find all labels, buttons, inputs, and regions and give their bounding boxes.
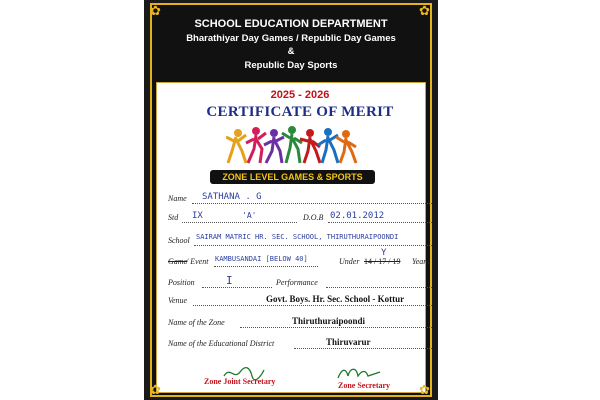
std-value: IX <box>192 211 203 221</box>
venue-line <box>193 305 432 306</box>
std-label: Std <box>168 213 179 222</box>
section-value: 'A' <box>242 211 257 220</box>
position-label: Position <box>168 278 195 287</box>
games-heading: Bharathiyar Day Games / Republic Day Games <box>186 33 396 44</box>
dob-label: D.O.B <box>303 213 324 222</box>
district-label: Name of the Educational District <box>168 339 275 348</box>
name-line <box>192 203 432 204</box>
under-label: Under <box>339 257 360 266</box>
sports-silhouettes-icon <box>226 126 356 163</box>
event-value: KAMBUSANDAI [BELOW 40] <box>215 255 308 263</box>
academic-year: 2025 - 2026 <box>270 89 330 101</box>
zone-level-band: ZONE LEVEL GAMES & SPORTS <box>210 170 375 184</box>
name-label: Name <box>168 194 187 203</box>
under-selected-mark: Y <box>381 248 387 258</box>
dob-value: 02.01.2012 <box>330 211 385 221</box>
zone-label: Name of the Zone <box>168 318 225 327</box>
certificate-title: CERTIFICATE OF MERIT <box>206 104 394 120</box>
district-line <box>294 348 432 349</box>
ampersand-heading: & <box>287 46 295 57</box>
joint-secretary-caption: Zone Joint Secretary <box>204 377 276 386</box>
zone-line <box>240 327 432 328</box>
venue-label: Venue <box>168 296 188 305</box>
venue-value: Govt. Boys. Hr. Sec. School - Kottur <box>266 294 405 304</box>
name-value: SATHANA . G <box>202 192 262 202</box>
event-line <box>214 266 318 267</box>
years-label: Years <box>412 257 430 266</box>
position-line <box>202 287 272 288</box>
game-label: Game <box>168 257 188 266</box>
corner-ornament-icon: ✿ <box>419 382 430 397</box>
corner-ornament-icon: ✿ <box>150 3 161 18</box>
school-value: SAIRAM MATRIC HR. SEC. SCHOOL, THIRUTHURAIPOONDI <box>196 233 399 241</box>
performance-line <box>326 287 432 288</box>
department-heading: SCHOOL EDUCATION DEPARTMENT <box>194 18 388 30</box>
event-label: / Event <box>186 257 209 266</box>
secretary-caption: Zone Secretary <box>338 381 391 390</box>
position-value: I <box>226 274 233 287</box>
under-options: 14 / 17 / 19 <box>364 257 401 266</box>
corner-ornament-icon: ✿ <box>150 382 161 397</box>
std-line <box>182 222 297 223</box>
school-line <box>194 245 432 246</box>
dob-line <box>328 222 432 223</box>
district-value: Thiruvarur <box>326 337 371 347</box>
athletes-illustration <box>226 125 358 167</box>
secretary-signature <box>336 364 384 382</box>
corner-ornament-icon: ✿ <box>419 3 430 18</box>
sports-heading: Republic Day Sports <box>244 60 338 71</box>
school-label: School <box>168 236 190 245</box>
performance-label: Performance <box>276 278 318 287</box>
zone-value: Thiruthuraipoondi <box>292 316 366 326</box>
